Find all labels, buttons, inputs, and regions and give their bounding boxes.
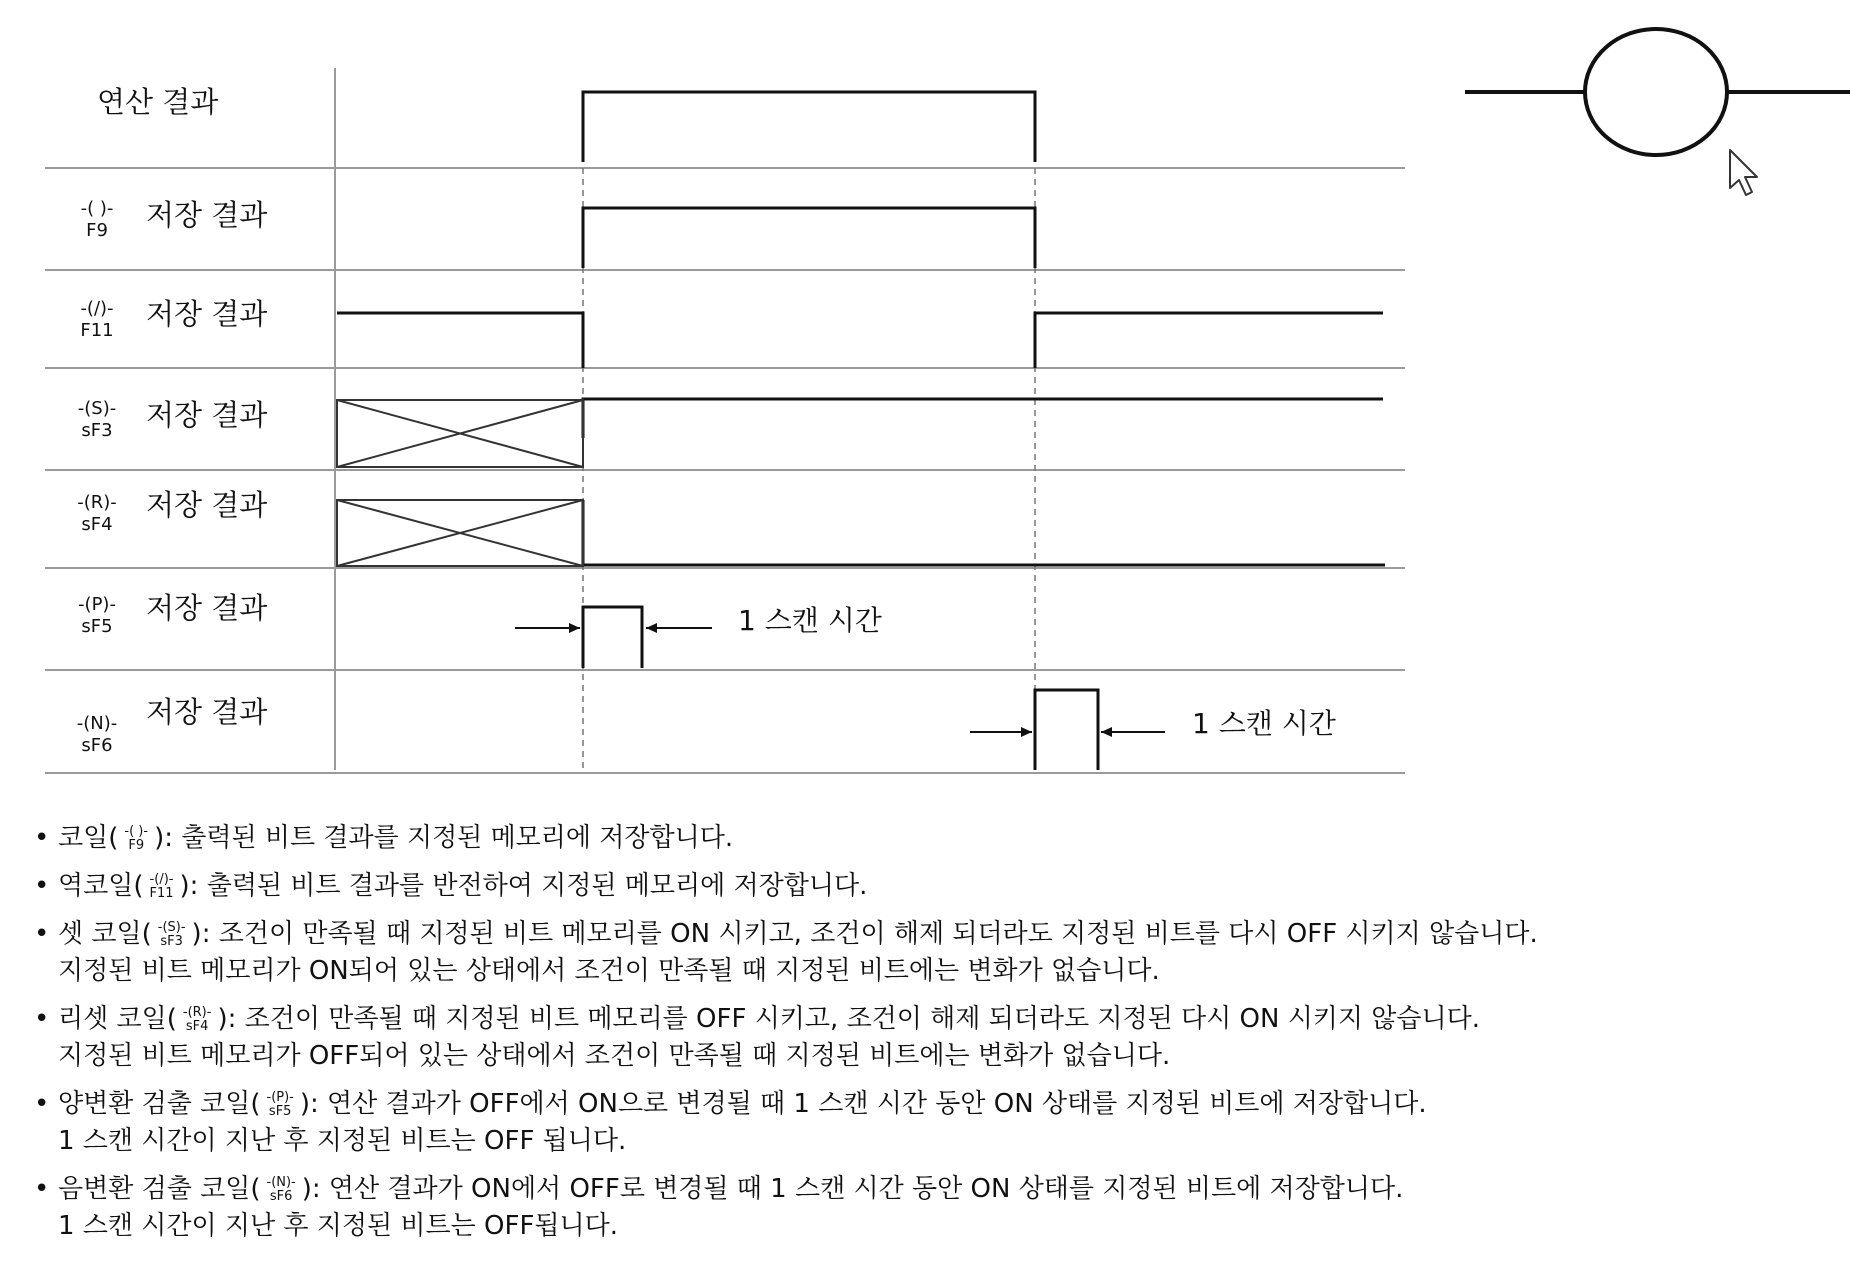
row-labels [77,85,268,756]
coil-symbol-sf6-code: sF6 [81,735,113,756]
wave-reverse-coil-f11-tail [1035,313,1383,368]
row-label-reset-coil-sf4: 저장 결과 [146,488,268,522]
scan-time-label-2: 1 스캔 시간 [1192,707,1336,740]
coil-symbol-sf3-top: -(S)- [77,398,117,419]
reverse-coil-f11-symbol: -(/)- F11 [149,871,174,901]
scan-arrows [515,628,1165,732]
note-reset-coil: • 리셋 코일( -(R)- sF4 ): 조건이 만족될 때 지정된 비트 메모리를 OFF 시키고, 조건이 해제 되더라도 지정된 다시 ON 시키지 않습니다. 지정된 비트 메모리가 OFF되어 있는 상태에서 조건이 만족될 때 지정된 비트에는 변화가 없습니다. [34,1004,1481,1071]
coil-symbol-f9-top: -( )- [80,198,114,219]
note-prefix: 셋 코일( [58,919,152,949]
scan-time-label-1: 1 스캔 시간 [738,604,882,637]
coil-symbol-sf4-code: sF4 [81,514,113,535]
note-prefix: 코일( [58,823,119,853]
note-prefix: 음변환 검출 코일( [58,1174,261,1204]
set-coil-sf3-symbol: -(S)- sF3 [157,919,186,949]
reset-coil-sf4-symbol: -(R)- sF4 [182,1004,212,1034]
coil-symbol-f9-code: F9 [86,220,108,241]
note-line2: 지정된 비트 메모리가 OFF되어 있는 상태에서 조건이 만족될 때 지정된 비트에는 변화가 없습니다. [58,1041,1171,1071]
note-text: ): 조건이 만족될 때 지정된 비트 메모리를 OFF 시키고, 조건이 해제 되더라도 지정된 다시 ON 시키지 않습니다. [217,1004,1481,1034]
wave-coil-f9 [583,208,1035,268]
waveforms [337,92,1385,770]
coil-circle-icon [1465,29,1850,155]
note-text: ): 조건이 만족될 때 지정된 비트 메모리를 ON 시키고, 조건이 해제 되더라도 지정된 비트를 다시 OFF 시키지 않습니다. [191,919,1538,949]
note-prefix: 양변환 검출 코일( [58,1089,261,1119]
mouse-pointer-icon [1730,150,1757,195]
wave-set-coil-sf3 [583,399,1383,438]
coil-symbol-sf6-top: -(N)- [76,713,118,734]
note-text: ): 연산 결과가 ON에서 OFF로 변경될 때 1 스캔 시간 동안 ON 상태를 지정된 비트에 저장합니다. [301,1174,1404,1204]
coil-symbol-sf3-code: sF3 [81,420,113,441]
note-reverse-coil: • 역코일( -(/)- F11 ): 출력된 비트 결과를 반전하여 지정된 메모리에 저장합니다. [34,871,868,901]
rising-coil-sf5-symbol: -(P)- sF5 [266,1089,294,1119]
note-line2: 지정된 비트 메모리가 ON되어 있는 상태에서 조건이 만족될 때 지정된 비트에는 변화가 없습니다. [58,956,1160,986]
wave-operation-result [583,92,1035,162]
coil-f9-symbol: -( )- F9 [124,823,149,853]
note-text: ): 출력된 비트 결과를 반전하여 지정된 메모리에 저장합니다. [179,871,868,901]
note-coil: • 코일( -( )- F9 ): 출력된 비트 결과를 지정된 메모리에 저장합니다. [34,823,734,853]
undefined-state-boxes [337,400,583,566]
wave-falling-pulse-sf6 [1035,690,1098,770]
note-text: ): 연산 결과가 OFF에서 ON으로 변경될 때 1 스캔 시간 동안 ON 상태를 지정된 비트에 저장합니다. [299,1089,1427,1119]
row-label-coil-f9: 저장 결과 [146,198,268,232]
note-prefix: 역코일( [58,871,144,901]
note-rising-edge-coil: • 양변환 검출 코일( -(P)- sF5 ): 연산 결과가 OFF에서 ON으로 변경될 때 1 스캔 시간 동안 ON 상태를 지정된 비트에 저장합니다. 1 스캔 시간이 지난 후 지정된 비트는 OFF 됩니다. [34,1089,1427,1156]
row-label-reverse-coil-f11: 저장 결과 [146,297,268,331]
coil-symbol-sf4-top: -(R)- [77,492,117,513]
note-line2: 1 스캔 시간이 지난 후 지정된 비트는 OFF 됩니다. [58,1126,627,1156]
coil-symbol-sf5-code: sF5 [81,616,113,637]
undefined-state-box-sf4 [337,500,583,566]
coil-symbol-f11-top: -(/)- [80,298,114,319]
coil-notes-list [34,820,1854,1256]
note-text: ): 출력된 비트 결과를 지정된 메모리에 저장합니다. [154,823,734,853]
row-label-rising-coil-sf5: 저장 결과 [146,591,268,625]
wave-rising-pulse-sf5 [583,607,642,668]
wave-reset-coil-sf4 [583,500,1385,565]
note-falling-edge-coil: • 음변환 검출 코일( -(N)- sF6 ): 연산 결과가 ON에서 OFF로 변경될 때 1 스캔 시간 동안 ON 상태를 지정된 비트에 저장합니다. 1 스캔 시간이 지난 후 지정된 비트는 OFF됩니다. [34,1174,1404,1241]
row-label-falling-coil-sf6: 저장 결과 [146,695,268,729]
row-label-set-coil-sf3: 저장 결과 [146,398,268,432]
note-line2: 1 스캔 시간이 지난 후 지정된 비트는 OFF됩니다. [58,1211,619,1241]
note-set-coil: • 셋 코일( -(S)- sF3 ): 조건이 만족될 때 지정된 비트 메모리를 ON 시키고, 조건이 해제 되더라도 지정된 비트를 다시 OFF 시키지 않습니다. 지정된 비트 메모리가 ON되어 있는 상태에서 조건이 만족될 때 지정된 비트에는 변화가 없습니다. [34,919,1538,986]
wave-reverse-coil-f11 [337,313,583,368]
coil-symbol-sf5-top: -(P)- [78,594,116,615]
coil-symbol-f11-code: F11 [80,320,114,341]
row-label-operation-result: 연산 결과 [97,85,219,119]
falling-coil-sf6-symbol: -(N)- sF6 [266,1174,296,1204]
undefined-state-box-sf3 [337,400,583,467]
note-prefix: 리셋 코일( [58,1004,177,1034]
